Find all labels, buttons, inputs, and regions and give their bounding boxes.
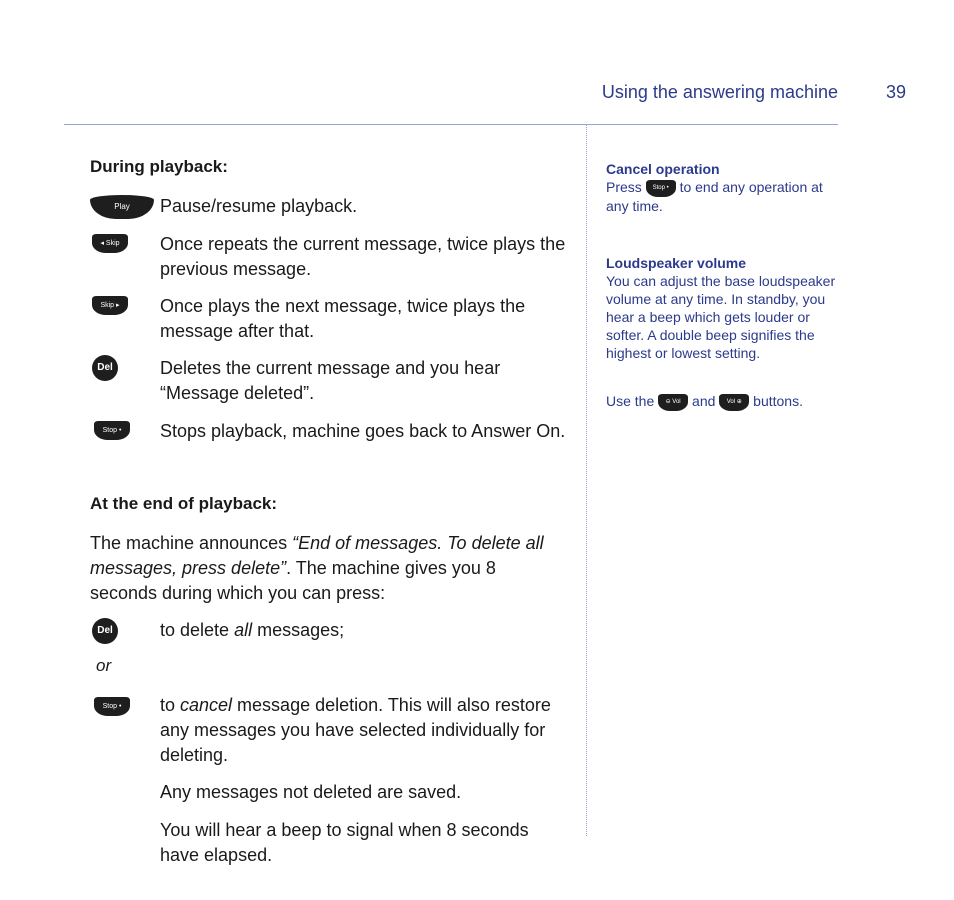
play-description: Pause/resume playback. bbox=[160, 196, 358, 216]
beep-paragraph: You will hear a beep to signal when 8 seconds have elapsed. bbox=[160, 820, 529, 865]
play-key-icon: Play bbox=[90, 195, 154, 219]
cancel-operation-text: Press Stop • to end any operation at any time. bbox=[606, 179, 823, 214]
cancel-operation-note bbox=[606, 160, 842, 215]
volume-buttons-note: Use the ⊖ Vol and Vol ⊕ buttons. bbox=[606, 393, 803, 409]
stop-key-icon: Stop • bbox=[94, 421, 130, 440]
skip-back-description: Once repeats the current message, twice plays the previous message. bbox=[160, 234, 566, 279]
delete-description: Deletes the current message and you hear “Message deleted”. bbox=[160, 358, 501, 403]
loudspeaker-volume-text: You can adjust the base loudspeaker volume at any time. In standby, you hear a beep which gets louder or softer. A double beep signifies the highest or lowest setting. bbox=[606, 273, 836, 361]
intro-text-end: . The machine gives you 8 seconds during which you can press: bbox=[90, 558, 496, 603]
delete-all-description: to delete all messages; bbox=[160, 620, 345, 640]
column-divider bbox=[586, 124, 587, 836]
cancel-operation-heading: Cancel operation bbox=[606, 161, 720, 177]
end-intro-paragraph bbox=[90, 531, 560, 606]
cancel-delete-description: to cancel message deletion. This will also restore any messages you have selected individually for deleting. bbox=[160, 695, 551, 765]
loudspeaker-volume-heading: Loudspeaker volume bbox=[606, 255, 747, 271]
stop-key-icon: Stop • bbox=[94, 697, 130, 716]
header-rule bbox=[64, 124, 838, 125]
volume-up-key-icon: Vol ⊕ bbox=[719, 394, 749, 411]
stop-description: Stops playback, machine goes back to Answer On. bbox=[160, 421, 566, 441]
skip-forward-key-icon: Skip ▸ bbox=[92, 296, 128, 315]
header-title: Using the answering machine bbox=[601, 82, 838, 102]
volume-down-key-icon: ⊖ Vol bbox=[658, 394, 688, 411]
end-playback-heading: At the end of playback: bbox=[90, 494, 278, 513]
during-playback-heading: During playback: bbox=[90, 157, 228, 176]
intro-text-start: The machine announces bbox=[90, 533, 293, 553]
saved-paragraph: Any messages not deleted are saved. bbox=[160, 782, 462, 802]
page-number: 39 bbox=[886, 82, 907, 102]
or-text: or bbox=[96, 656, 112, 675]
skip-back-key-icon: ◂ Skip bbox=[92, 234, 128, 253]
loudspeaker-volume-note bbox=[606, 254, 842, 362]
stop-key-icon: Stop • bbox=[646, 180, 676, 197]
delete-key-icon: Del bbox=[92, 355, 118, 381]
skip-forward-description: Once plays the next message, twice plays the message after that. bbox=[160, 296, 526, 341]
delete-key-icon: Del bbox=[92, 618, 118, 644]
intro-quote: “End of messages. To delete all messages, press delete” bbox=[90, 533, 544, 578]
